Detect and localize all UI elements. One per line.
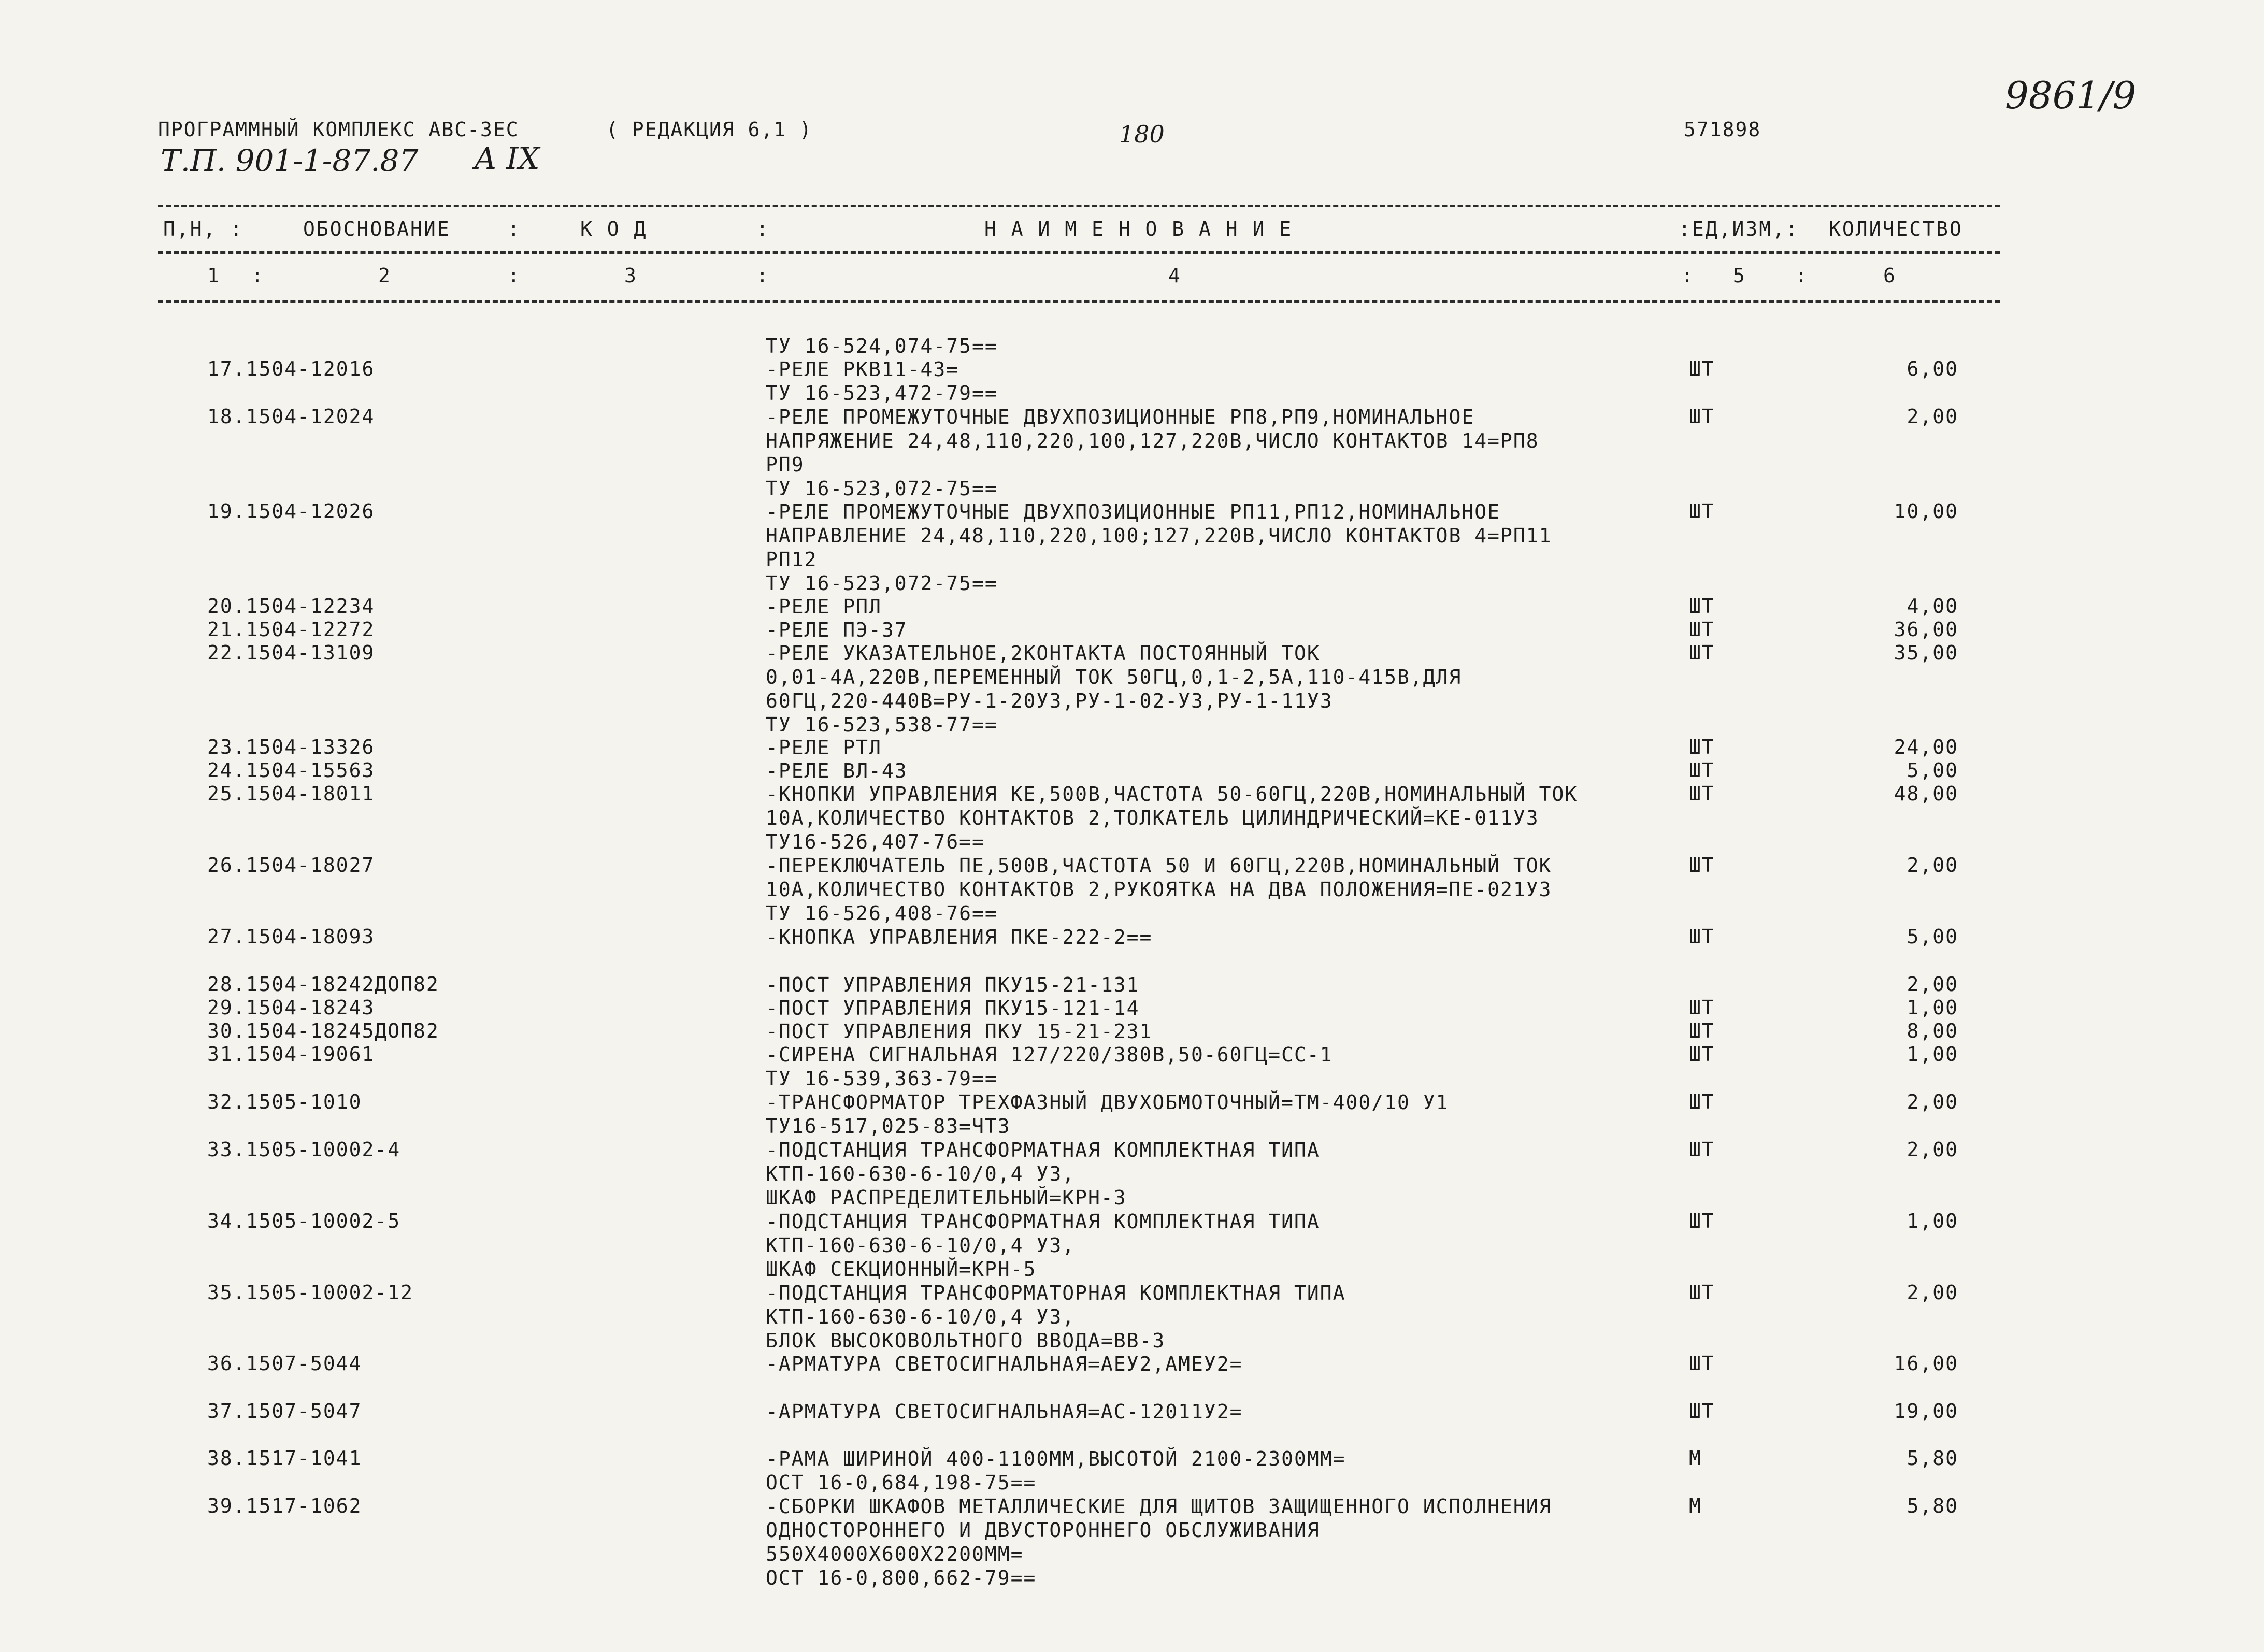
col-number: 2: [378, 264, 392, 287]
row-description: [766, 1138, 1688, 1210]
description-line: 0,01-4А,220В,ПЕРЕМЕННЫЙ ТОК 50ГЦ,0,1-2,5А,110-415В,ДЛЯ: [766, 666, 1462, 688]
description-line: -ПОСТ УПРАВЛЕНИЯ ПКУ15-121-14: [766, 997, 1140, 1019]
row-number: 24.1504-15563: [207, 759, 375, 782]
description-line: -АРМАТУРА СВЕТОСИГНАЛЬНАЯ=АС-12011У2=: [766, 1400, 1243, 1423]
row-unit: ШТ: [1689, 736, 1715, 758]
description-line: -РЕЛЕ ПЭ-37: [766, 619, 908, 641]
col-header-sep: :: [508, 218, 521, 240]
row-unit: ШТ: [1689, 759, 1715, 782]
row-description: [766, 1281, 1688, 1353]
row-quantity: 19,00: [1894, 1400, 1958, 1423]
description-line: РП12: [766, 548, 818, 571]
row-number: 35.1505-10002-12: [207, 1281, 414, 1304]
row-unit: ШТ: [1689, 925, 1715, 948]
description-line: ТУ 16-539,363-79==: [766, 1067, 998, 1090]
row-quantity: 2,00: [1907, 1281, 1958, 1304]
description-line: ТУ 16-523,072-75==: [766, 572, 998, 595]
row-quantity: 5,80: [1907, 1495, 1958, 1517]
row-description: [766, 782, 1688, 854]
col-number: 4: [1168, 264, 1182, 287]
col-header-basis: ОБОСНОВАНИЕ: [303, 218, 451, 240]
row-quantity: 35,00: [1894, 641, 1958, 664]
col-number: 5: [1733, 264, 1746, 287]
row-description: [766, 854, 1688, 925]
row-description: [766, 973, 1688, 997]
description-line: ТУ 16-523,072-75==: [766, 477, 998, 500]
row-number: 28.1504-18242ДОП82: [207, 973, 439, 996]
header-rule-bottom: [158, 300, 2000, 303]
row-description: [766, 759, 1688, 783]
row-quantity: 16,00: [1894, 1352, 1958, 1375]
description-line: ОСТ 16-0,684,198-75==: [766, 1471, 1037, 1494]
description-line: -РЕЛЕ РТЛ: [766, 736, 882, 759]
description-line: РП9: [766, 453, 805, 476]
description-line: -СБОРКИ ШКАФОВ МЕТАЛЛИЧЕСКИЕ ДЛЯ ЩИТОВ ЗАЩИЩЕННОГО ИСПОЛНЕНИЯ: [766, 1495, 1552, 1518]
row-number: 22.1504-13109: [207, 641, 375, 664]
row-number: 26.1504-18027: [207, 854, 375, 877]
col-number: 6: [1883, 264, 1897, 287]
description-line: ШКАФ СЕКЦИОННЫЙ=КРН-5: [766, 1258, 1037, 1281]
row-number: 37.1507-5047: [207, 1400, 362, 1423]
description-line: ТУ 16-523,472-79==: [766, 382, 998, 405]
col-header-name: Н А И М Е Н О В А Н И Е: [984, 218, 1293, 240]
description-line: 60ГЦ,220-440В=РУ-1-20У3,РУ-1-02-У3,РУ-1-11У3: [766, 689, 1333, 712]
header-rule-top: [158, 205, 2000, 207]
page-number: 180: [1119, 120, 1165, 148]
col-number: :: [1681, 264, 1695, 287]
row-quantity: 5,00: [1907, 759, 1958, 782]
description-line: -СИРЕНА СИГНАЛЬНАЯ 127/220/380В,50-60ГЦ=СС-1: [766, 1043, 1333, 1066]
row-description: [766, 334, 1688, 358]
row-description: [766, 500, 1688, 595]
row-description: [766, 1447, 1688, 1495]
row-unit: ШТ: [1689, 996, 1715, 1019]
row-unit: ШТ: [1689, 1210, 1715, 1232]
col-header-pn: П,Н, :: [163, 218, 244, 240]
col-number: :: [251, 264, 265, 287]
description-line: КТП-160-630-6-10/0,4 У3,: [766, 1162, 1076, 1185]
row-quantity: 1,00: [1907, 1043, 1958, 1066]
row-description: [766, 925, 1688, 949]
row-unit: ШТ: [1689, 595, 1715, 617]
row-quantity: 10,00: [1894, 500, 1958, 523]
row-unit: ШТ: [1689, 1019, 1715, 1042]
description-line: -ПОСТ УПРАВЛЕНИЯ ПКУ 15-21-231: [766, 1020, 1153, 1043]
description-line: -ТРАНСФОРМАТОР ТРЕХФАЗНЫЙ ДВУХОБМОТОЧНЫЙ=ТМ-400/10 У1: [766, 1091, 1449, 1114]
row-description: [766, 405, 1688, 500]
handwritten-album-ref: А IX: [474, 141, 540, 176]
row-description: [766, 1210, 1688, 1281]
row-description: [766, 1090, 1688, 1138]
description-line: 10А,КОЛИЧЕСТВО КОНТАКТОВ 2,ТОЛКАТЕЛЬ ЦИЛИНДРИЧЕСКИЙ=КЕ-011У3: [766, 807, 1539, 829]
description-line: -РЕЛЕ РПЛ: [766, 595, 882, 618]
col-number: 3: [624, 264, 638, 287]
description-line: ТУ 16-523,538-77==: [766, 713, 998, 736]
row-number: 19.1504-12026: [207, 500, 375, 523]
col-number: :: [508, 264, 521, 287]
description-line: ОДНОСТОРОННЕГО И ДВУСТОРОННЕГО ОБСЛУЖИВАНИЯ: [766, 1519, 1320, 1542]
col-number: :: [1795, 264, 1809, 287]
row-quantity: 36,00: [1894, 618, 1958, 641]
description-line: 550Х4000Х600Х2200ММ=: [766, 1543, 1024, 1565]
row-number: 38.1517-1041: [207, 1447, 362, 1470]
row-number: 29.1504-18243: [207, 996, 375, 1019]
description-line: КТП-160-630-6-10/0,4 У3,: [766, 1234, 1076, 1257]
row-number: 36.1507-5044: [207, 1352, 362, 1375]
row-unit: ШТ: [1689, 641, 1715, 664]
row-number: 33.1505-10002-4: [207, 1138, 401, 1161]
row-quantity: 24,00: [1894, 736, 1958, 758]
row-number: 30.1504-18245ДОП82: [207, 1019, 439, 1042]
row-number: 21.1504-12272: [207, 618, 375, 641]
edition-label: ( РЕДАКЦИЯ 6,1 ): [606, 118, 813, 141]
row-description: [766, 996, 1688, 1020]
row-number: 32.1505-1010: [207, 1090, 362, 1113]
col-header-qty: КОЛИЧЕСТВО: [1829, 218, 1963, 240]
row-quantity: 2,00: [1907, 1090, 1958, 1113]
row-quantity: 2,00: [1907, 405, 1958, 428]
row-unit: ШТ: [1689, 618, 1715, 641]
row-quantity: 4,00: [1907, 595, 1958, 617]
row-number: 20.1504-12234: [207, 595, 375, 617]
description-line: -ПОДСТАНЦИЯ ТРАНСФОРМАТНАЯ КОМПЛЕКТНАЯ ТИПА: [766, 1139, 1320, 1161]
row-description: [766, 357, 1688, 405]
description-line: -РЕЛЕ ПРОМЕЖУТОЧНЫЕ ДВУХПОЗИЦИОННЫЕ РП8,РП9,НОМИНАЛЬНОЕ: [766, 406, 1475, 428]
description-line: -РЕЛЕ ВЛ-43: [766, 759, 908, 782]
handwritten-project-ref: Т.П. 901-1-87.87: [161, 143, 419, 178]
description-line: -ПОДСТАНЦИЯ ТРАНСФОРМАТНАЯ КОМПЛЕКТНАЯ ТИПА: [766, 1210, 1320, 1233]
row-description: [766, 1400, 1688, 1424]
row-unit: ШТ: [1689, 1043, 1715, 1066]
description-line: ТУ16-517,025-83=ЧТЗ: [766, 1115, 1011, 1138]
description-line: -ПЕРЕКЛЮЧАТЕЛЬ ПЕ,500В,ЧАСТОТА 50 И 60ГЦ,220В,НОМИНАЛЬНЫЙ ТОК: [766, 854, 1552, 877]
row-unit: ШТ: [1689, 854, 1715, 877]
description-line: ТУ 16-526,408-76==: [766, 902, 998, 925]
description-line: ТУ 16-524,074-75==: [766, 335, 998, 357]
description-line: -КНОПКА УПРАВЛЕНИЯ ПКЕ-222-2==: [766, 926, 1153, 949]
row-unit: ШТ: [1689, 782, 1715, 805]
description-line: ТУ16-526,407-76==: [766, 830, 985, 853]
document-code: 571898: [1684, 118, 1761, 141]
row-quantity: 1,00: [1907, 1210, 1958, 1232]
row-quantity: 2,00: [1907, 973, 1958, 996]
row-unit: ШТ: [1689, 1400, 1715, 1423]
row-number: 27.1504-18093: [207, 925, 375, 948]
row-description: [766, 1019, 1688, 1043]
row-unit: ШТ: [1689, 357, 1715, 380]
handwritten-corner-number: 9861/9: [2005, 74, 2137, 117]
row-description: [766, 1495, 1688, 1590]
row-quantity: 2,00: [1907, 854, 1958, 877]
row-description: [766, 618, 1688, 642]
description-line: -ПОСТ УПРАВЛЕНИЯ ПКУ15-21-131: [766, 973, 1140, 996]
row-unit: ШТ: [1689, 405, 1715, 428]
row-unit: М: [1689, 1495, 1702, 1517]
program-title: ПРОГРАММНЫЙ КОМПЛЕКС АВС-3ЕС: [158, 118, 519, 141]
description-line: -РЕЛЕ ПРОМЕЖУТОЧНЫЕ ДВУХПОЗИЦИОННЫЕ РП11,РП12,НОМИНАЛЬНОЕ: [766, 500, 1501, 523]
col-header-code: К О Д: [580, 218, 648, 240]
row-description: [766, 595, 1688, 619]
row-unit: ШТ: [1689, 1138, 1715, 1161]
row-number: 31.1504-19061: [207, 1043, 375, 1066]
row-unit: ШТ: [1689, 500, 1715, 523]
description-line: -РЕЛЕ УКАЗАТЕЛЬНОЕ,2КОНТАКТА ПОСТОЯННЫЙ ТОК: [766, 642, 1320, 665]
row-unit: ШТ: [1689, 1352, 1715, 1375]
col-header-unit: :ЕД,ИЗМ,:: [1679, 218, 1799, 240]
row-description: [766, 641, 1688, 737]
description-line: БЛОК ВЫСОКОВОЛЬТНОГО ВВОДА=ВВ-3: [766, 1329, 1166, 1352]
row-unit: ШТ: [1689, 1090, 1715, 1113]
row-quantity: 6,00: [1907, 357, 1958, 380]
row-number: 17.1504-12016: [207, 357, 375, 380]
row-number: 34.1505-10002-5: [207, 1210, 401, 1232]
row-number: 18.1504-12024: [207, 405, 375, 428]
description-line: ШКАФ РАСПРЕДЕЛИТЕЛЬНЫЙ=КРН-3: [766, 1186, 1127, 1209]
header-rule-middle: [158, 251, 2000, 254]
description-line: -РАМА ШИРИНОЙ 400-1100ММ,ВЫСОТОЙ 2100-2300ММ=: [766, 1447, 1346, 1470]
row-description: [766, 1352, 1688, 1376]
col-number: 1: [207, 264, 221, 287]
description-line: -ПОДСТАНЦИЯ ТРАНСФОРМАТОРНАЯ КОМПЛЕКТНАЯ ТИПА: [766, 1282, 1346, 1304]
description-line: -РЕЛЕ РКВ11-43=: [766, 358, 959, 381]
description-line: НАПРАВЛЕНИЕ 24,48,110,220,100;127,220В,ЧИСЛО КОНТАКТОВ 4=РП11: [766, 524, 1552, 547]
description-line: -КНОПКИ УПРАВЛЕНИЯ КЕ,500В,ЧАСТОТА 50-60ГЦ,220В,НОМИНАЛЬНЫЙ ТОК: [766, 783, 1578, 806]
row-quantity: 5,80: [1907, 1447, 1958, 1470]
row-description: [766, 736, 1688, 759]
description-line: -АРМАТУРА СВЕТОСИГНАЛЬНАЯ=АЕУ2,АМЕУ2=: [766, 1353, 1243, 1375]
row-quantity: 48,00: [1894, 782, 1958, 805]
row-description: [766, 1043, 1688, 1090]
description-line: 10А,КОЛИЧЕСТВО КОНТАКТОВ 2,РУКОЯТКА НА ДВА ПОЛОЖЕНИЯ=ПЕ-021У3: [766, 878, 1552, 901]
row-unit: М: [1689, 1447, 1702, 1470]
row-quantity: 2,00: [1907, 1138, 1958, 1161]
row-quantity: 5,00: [1907, 925, 1958, 948]
description-line: КТП-160-630-6-10/0,4 У3,: [766, 1305, 1076, 1328]
row-unit: ШТ: [1689, 1281, 1715, 1304]
row-number: 39.1517-1062: [207, 1495, 362, 1517]
col-header-sep: :: [756, 218, 770, 240]
row-quantity: 8,00: [1907, 1019, 1958, 1042]
row-number: 25.1504-18011: [207, 782, 375, 805]
col-number: :: [756, 264, 770, 287]
row-quantity: 1,00: [1907, 996, 1958, 1019]
description-line: НАПРЯЖЕНИЕ 24,48,110,220,100,127,220В,ЧИСЛО КОНТАКТОВ 14=РП8: [766, 429, 1539, 452]
row-number: 23.1504-13326: [207, 736, 375, 758]
description-line: ОСТ 16-0,800,662-79==: [766, 1567, 1037, 1589]
